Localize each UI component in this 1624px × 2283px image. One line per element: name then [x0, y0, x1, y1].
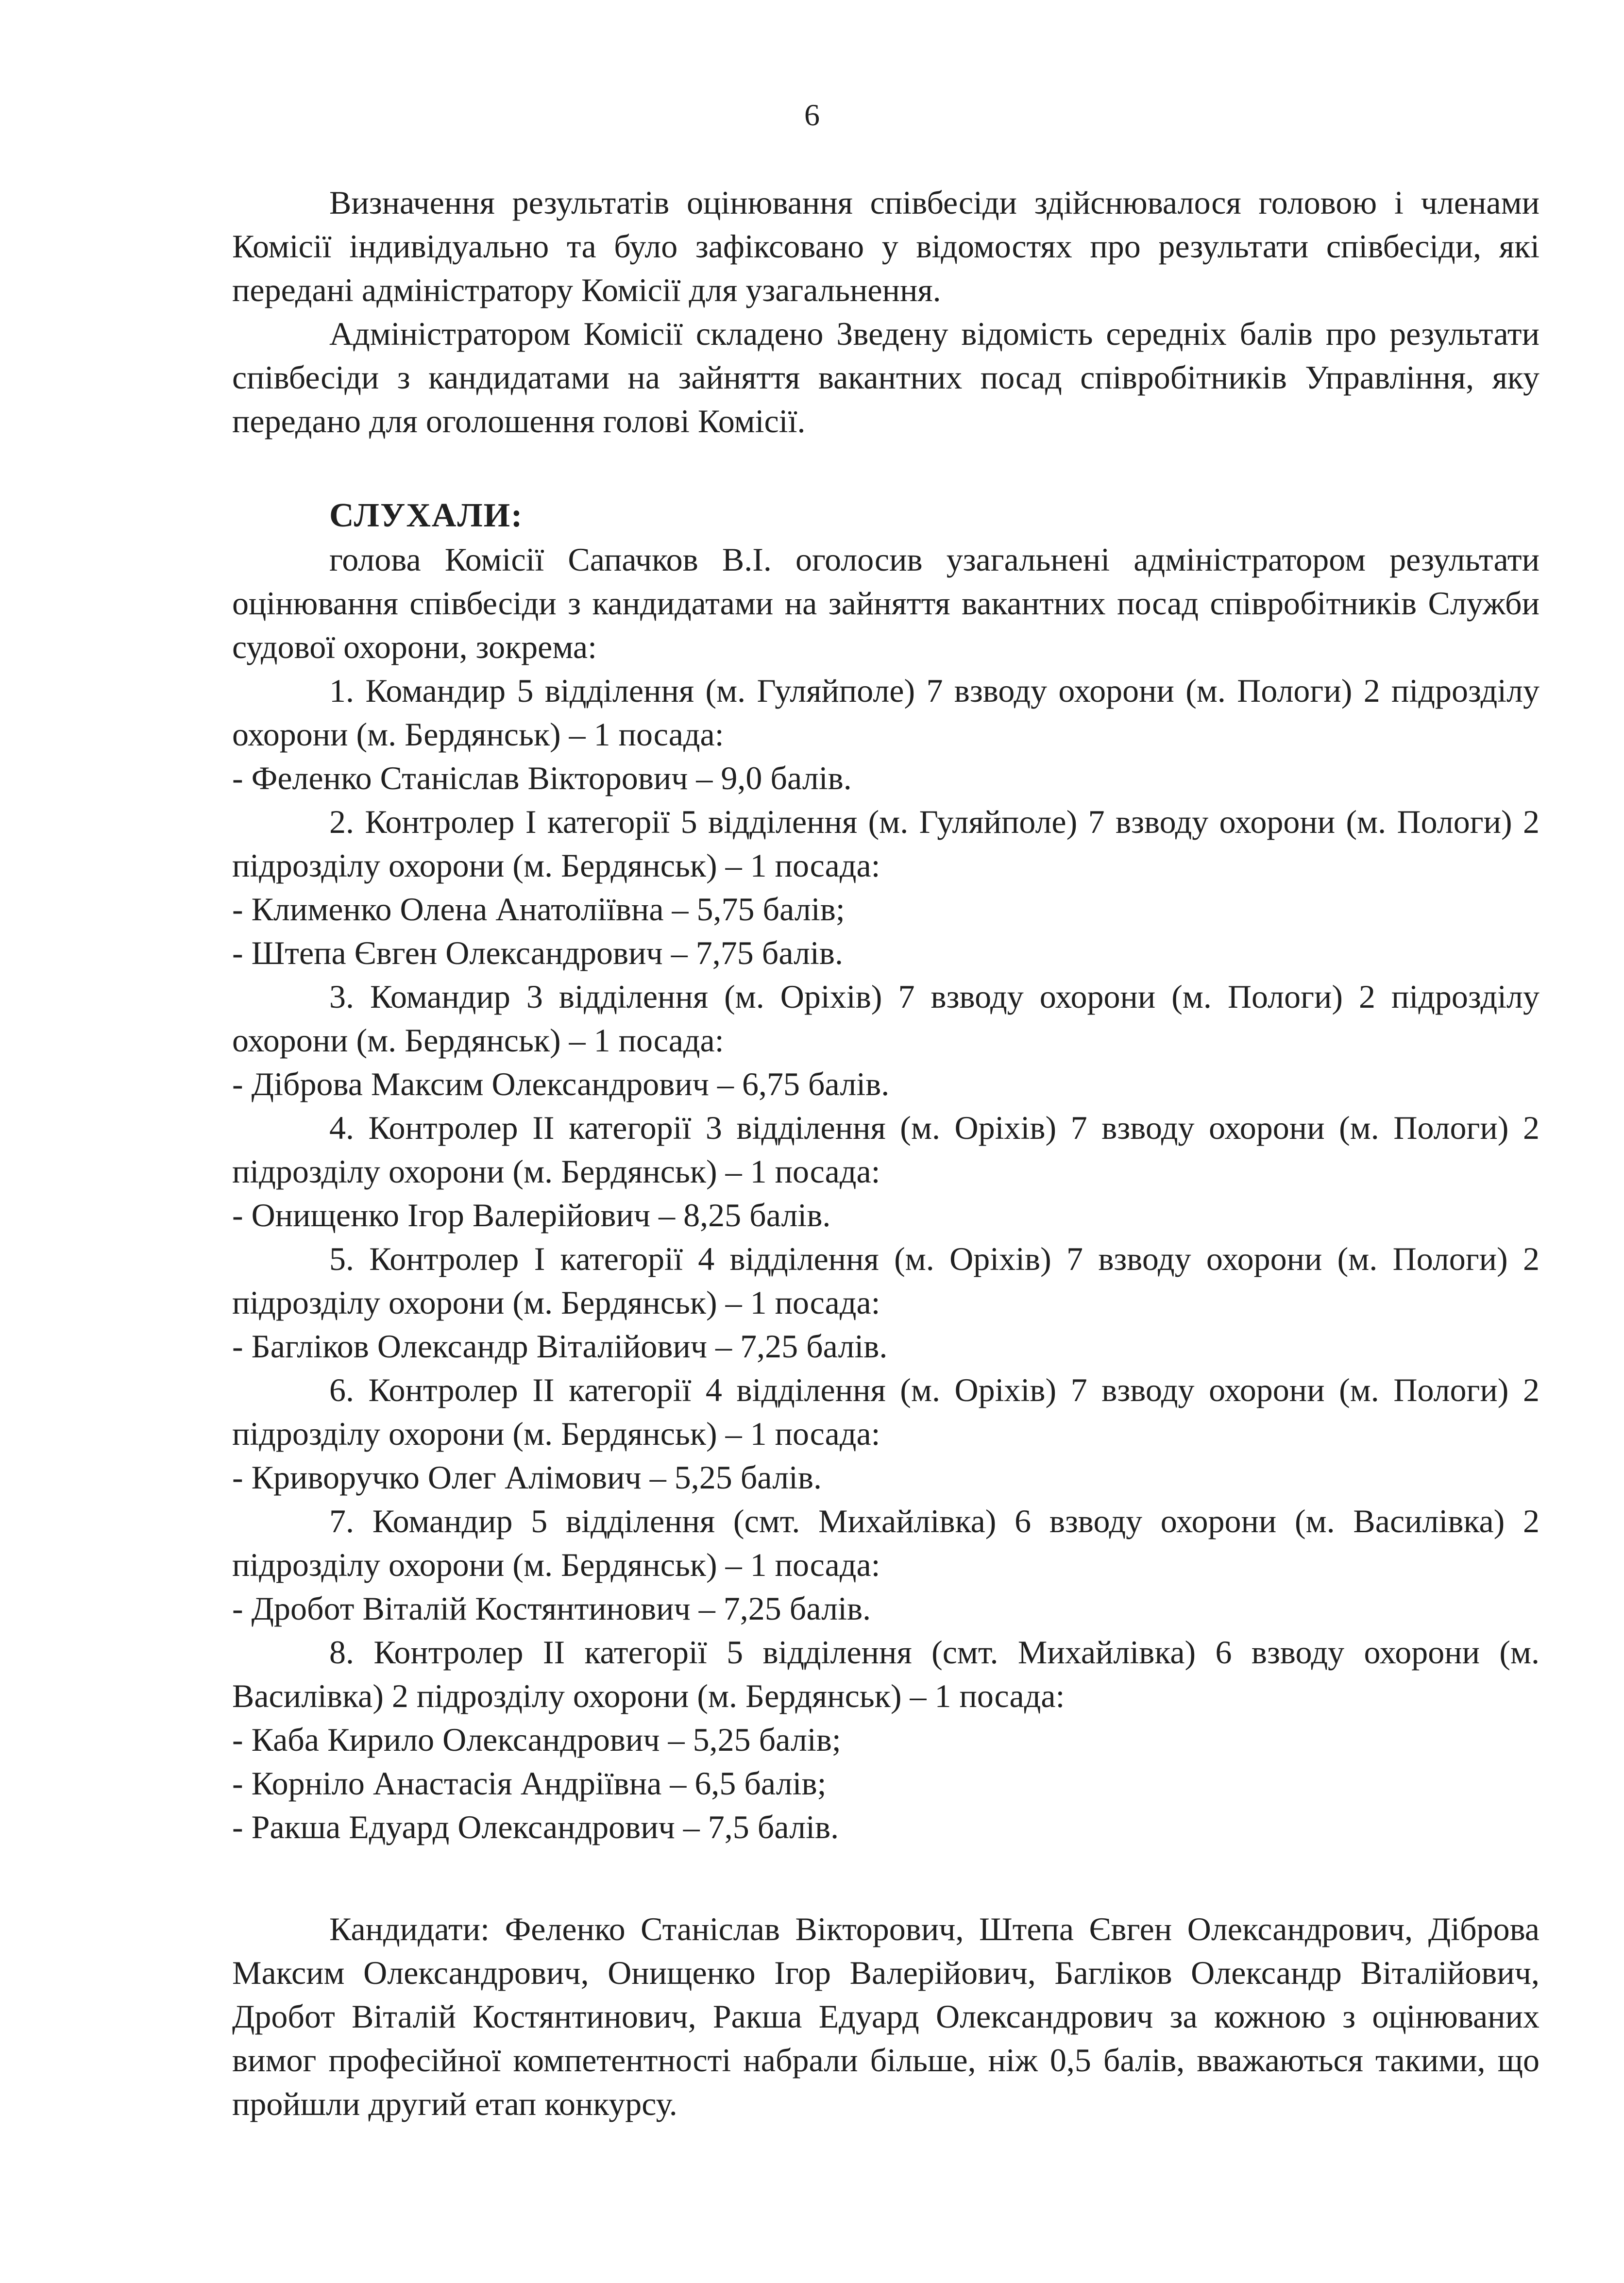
- intro-paragraph-2: Адміністратором Комісії складено Зведену відомість середніх балів про результати співбесіди з кандидатами на зайняття вакантних посад співробітників Управління, яку передано для оголошення голові Комісії.: [232, 315, 1539, 440]
- position-title: 6. Контролер ІІ категорії 4 відділення (м. Оріхів) 7 взводу охорони (м. Пологи) 2 підрозділу охорони (м. Бердянськ) – 1 посада:: [232, 1371, 1539, 1452]
- page-number: 6: [804, 98, 820, 132]
- position-5: [232, 1237, 1539, 1368]
- candidate-item: - Корніло Анастасія Андріївна – 6,5 балів;: [232, 1765, 827, 1802]
- position-title: 5. Контролер І категорії 4 відділення (м. Оріхів) 7 взводу охорони (м. Пологи) 2 підрозділу охорони (м. Бердянськ) – 1 посада:: [232, 1240, 1539, 1321]
- candidate-item: - Клименко Олена Анатоліївна – 5,75 балів;: [232, 891, 845, 928]
- position-1: [232, 669, 1539, 800]
- candidate-item: - Багліков Олександр Віталійович – 7,25 балів.: [232, 1328, 888, 1365]
- announcement-paragraph: голова Комісії Сапачков В.І. оголосив узагальнені адміністратором результати оцінювання співбесіди з кандидатами на зайняття вакантних посад співробітників Служби судової охорони, зокрема:: [232, 541, 1539, 665]
- candidate-item: - Штепа Євген Олександрович – 7,75 балів.: [232, 934, 844, 971]
- position-title: 7. Командир 5 відділення (смт. Михайлівка) 6 взводу охорони (м. Василівка) 2 підрозділу охорони (м. Бердянськ) – 1 посада:: [232, 1503, 1539, 1583]
- document-body: [232, 181, 1539, 2126]
- intro-paragraph-1: Визначення результатів оцінювання співбесіди здійснювалося головою і членами Комісії індивідуально та було зафіксовано у відомостях про результати співбесіди, які передані адміністратору Комісії для узагальнення.: [232, 184, 1539, 308]
- candidate-item: - Феленко Станіслав Вікторович – 9,0 балів.: [232, 760, 852, 796]
- conclusion-paragraph: Кандидати: Феленко Станіслав Вікторович, Штепа Євген Олександрович, Діброва Максим Олександрович, Онищенко Ігор Валерійович, Багліков Олександр Віталійович, Дробот Віталій Костянтинович, Ракша Едуард Олександрович за кожною з оцінюваних вимог професійної компетентності набрали більше, ніж 0,5 балів, вважаються такими, що пройшли другий етап конкурсу.: [232, 1911, 1539, 2122]
- position-3: [232, 975, 1539, 1106]
- candidate-item: - Каба Кирило Олександрович – 5,25 балів;: [232, 1721, 841, 1758]
- position-title: 1. Командир 5 відділення (м. Гуляйполе) 7 взводу охорони (м. Пологи) 2 підрозділу охорони (м. Бердянськ) – 1 посада:: [232, 672, 1539, 753]
- position-title: 8. Контролер ІІ категорії 5 відділення (смт. Михайлівка) 6 взводу охорони (м. Василівка) 2 підрозділу охорони (м. Бердянськ) – 1 посада:: [232, 1634, 1539, 1714]
- candidate-item: - Криворучко Олег Алімович – 5,25 балів.: [232, 1459, 822, 1496]
- section-heading: СЛУХАЛИ:: [329, 497, 524, 534]
- candidate-item: - Діброва Максим Олександрович – 6,75 балів.: [232, 1065, 890, 1102]
- position-2: [232, 800, 1539, 975]
- position-6: [232, 1368, 1539, 1499]
- position-8: [232, 1630, 1539, 1849]
- position-title: 2. Контролер І категорії 5 відділення (м. Гуляйполе) 7 взводу охорони (м. Пологи) 2 підрозділу охорони (м. Бердянськ) – 1 посада:: [232, 803, 1539, 884]
- position-4: [232, 1106, 1539, 1237]
- position-title: 4. Контролер ІІ категорії 3 відділення (м. Оріхів) 7 взводу охорони (м. Пологи) 2 підрозділу охорони (м. Бердянськ) – 1 посада:: [232, 1109, 1539, 1190]
- candidate-item: - Онищенко Ігор Валерійович – 8,25 балів.: [232, 1197, 831, 1234]
- candidate-item: - Дробот Віталій Костянтинович – 7,25 балів.: [232, 1590, 871, 1627]
- candidate-item: - Ракша Едуард Олександрович – 7,5 балів.: [232, 1809, 839, 1845]
- position-title: 3. Командир 3 відділення (м. Оріхів) 7 взводу охорони (м. Пологи) 2 підрозділу охорони (м. Бердянськ) – 1 посада:: [232, 978, 1539, 1059]
- position-7: [232, 1499, 1539, 1630]
